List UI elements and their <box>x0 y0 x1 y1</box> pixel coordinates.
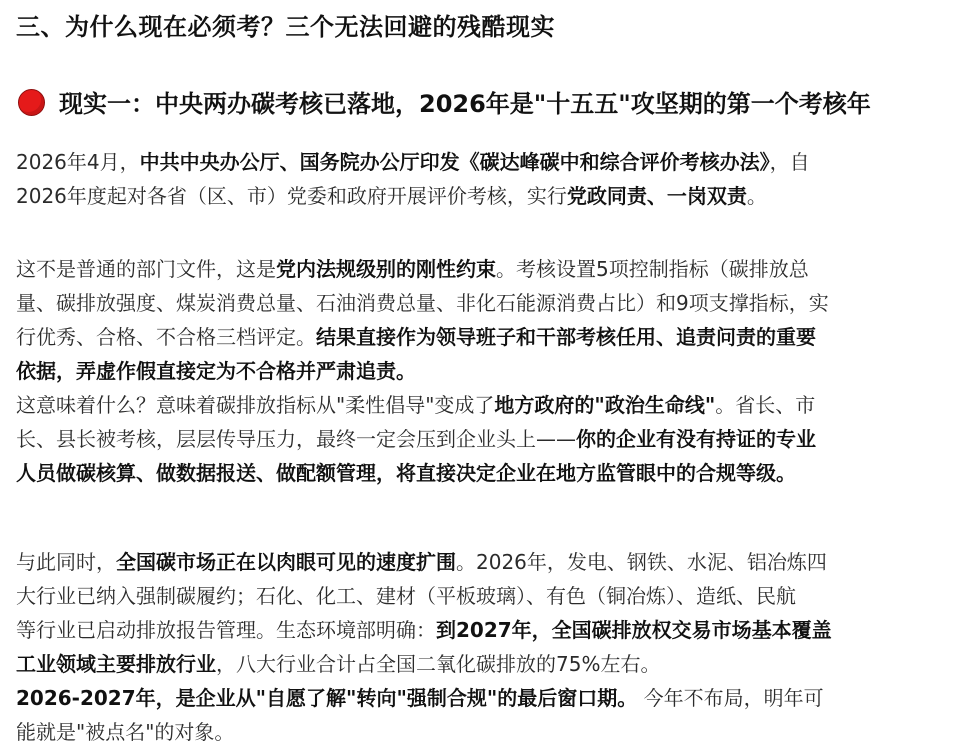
text-line <box>16 545 956 579</box>
plain-text: 能就是"被点名"的对象。 <box>16 720 235 744</box>
text-line <box>16 354 956 388</box>
paragraph-1 <box>16 145 956 213</box>
plain-text: 。 <box>746 184 767 208</box>
text-line <box>16 613 956 647</box>
plain-text: 。省长、市 <box>715 393 816 417</box>
plain-text: 今年不布局，明年可 <box>637 686 824 710</box>
text-line <box>16 579 956 613</box>
plain-text: ，自 <box>769 150 810 174</box>
plain-text: 2026年4月， <box>16 150 140 174</box>
paragraph-3 <box>16 545 956 749</box>
text-line <box>16 715 956 749</box>
plain-text: 2026年度起对各省（区、市）党委和政府开展评价考核，实行 <box>16 184 567 208</box>
text-line <box>16 179 956 213</box>
text-line <box>16 388 956 422</box>
bold-text: 工业领域主要排放行业 <box>16 652 216 676</box>
bold-text: 地方政府的"政治生命线" <box>494 393 716 417</box>
bold-text: 党政同责、一岗双责 <box>566 184 747 208</box>
bold-text: 结果直接作为领导班子和干部考核任用、追责问责的重要 <box>316 325 816 349</box>
bold-text: 依据，弄虚作假直接定为不合格并严肃追责。 <box>16 359 416 383</box>
plain-text: 。考核设置5项控制指标（碳排放总 <box>496 257 809 281</box>
bold-text: 中共中央办公厅、国务院办公厅印发《碳达峰碳中和综合评价考核办法》 <box>139 150 770 174</box>
plain-text: 。2026年，发电、钢铁、水泥、铝冶炼四 <box>456 550 827 574</box>
bold-text: 人员做碳核算、做数据报送、做配额管理，将直接决定企业在地方监管眼中的合规等级。 <box>16 461 796 485</box>
text-line <box>16 647 956 681</box>
plain-text: 等行业已启动排放报告管理。生态环境部明确： <box>16 618 436 642</box>
reality-one-heading <box>18 86 958 122</box>
text-line <box>16 320 956 354</box>
text-line <box>16 252 956 286</box>
plain-text: 这不是普通的部门文件，这是 <box>16 257 276 281</box>
bold-text: 全国碳市场正在以肉眼可见的速度扩围 <box>116 550 456 574</box>
text-line <box>16 286 956 320</box>
plain-text: 与此同时， <box>16 550 116 574</box>
plain-text: ，八大行业合计占全国二氧化碳排放的75%左右。 <box>216 652 661 676</box>
plain-text: 量、碳排放强度、煤炭消费总量、石油消费总量、非化石能源消费占比）和9项支撑指标，实 <box>16 291 829 315</box>
plain-text: 大行业已纳入强制碳履约；石化、化工、建材（平板玻璃）、有色（铜冶炼）、造纸、民航 <box>16 584 796 608</box>
section-title: 三、为什么现在必须考？三个无法回避的残酷现实 <box>16 13 555 41</box>
text-line <box>16 422 956 456</box>
paragraph-2 <box>16 252 956 490</box>
red-circle-icon <box>18 89 45 116</box>
bold-text: 你的企业有没有持证的专业 <box>576 427 816 451</box>
text-line <box>16 145 956 179</box>
text-line <box>16 681 956 715</box>
text-line <box>16 456 956 490</box>
bold-text: 到2027年，全国碳排放权交易市场基本覆盖 <box>436 618 832 642</box>
plain-text: 长、县长被考核，层层传导压力，最终一定会压到企业头上—— <box>16 427 576 451</box>
plain-text: 这意味着什么？意味着碳排放指标从"柔性倡导"变成了 <box>16 393 495 417</box>
reality-one-title: 现实一：中央两办碳考核已落地，2026年是"十五五"攻坚期的第一个考核年 <box>59 90 871 118</box>
bold-text: 党内法规级别的刚性约束 <box>276 257 496 281</box>
plain-text: 行优秀、合格、不合格三档评定。 <box>16 325 316 349</box>
bold-text: 2026-2027年，是企业从"自愿了解"转向"强制合规"的最后窗口期。 <box>16 686 638 710</box>
